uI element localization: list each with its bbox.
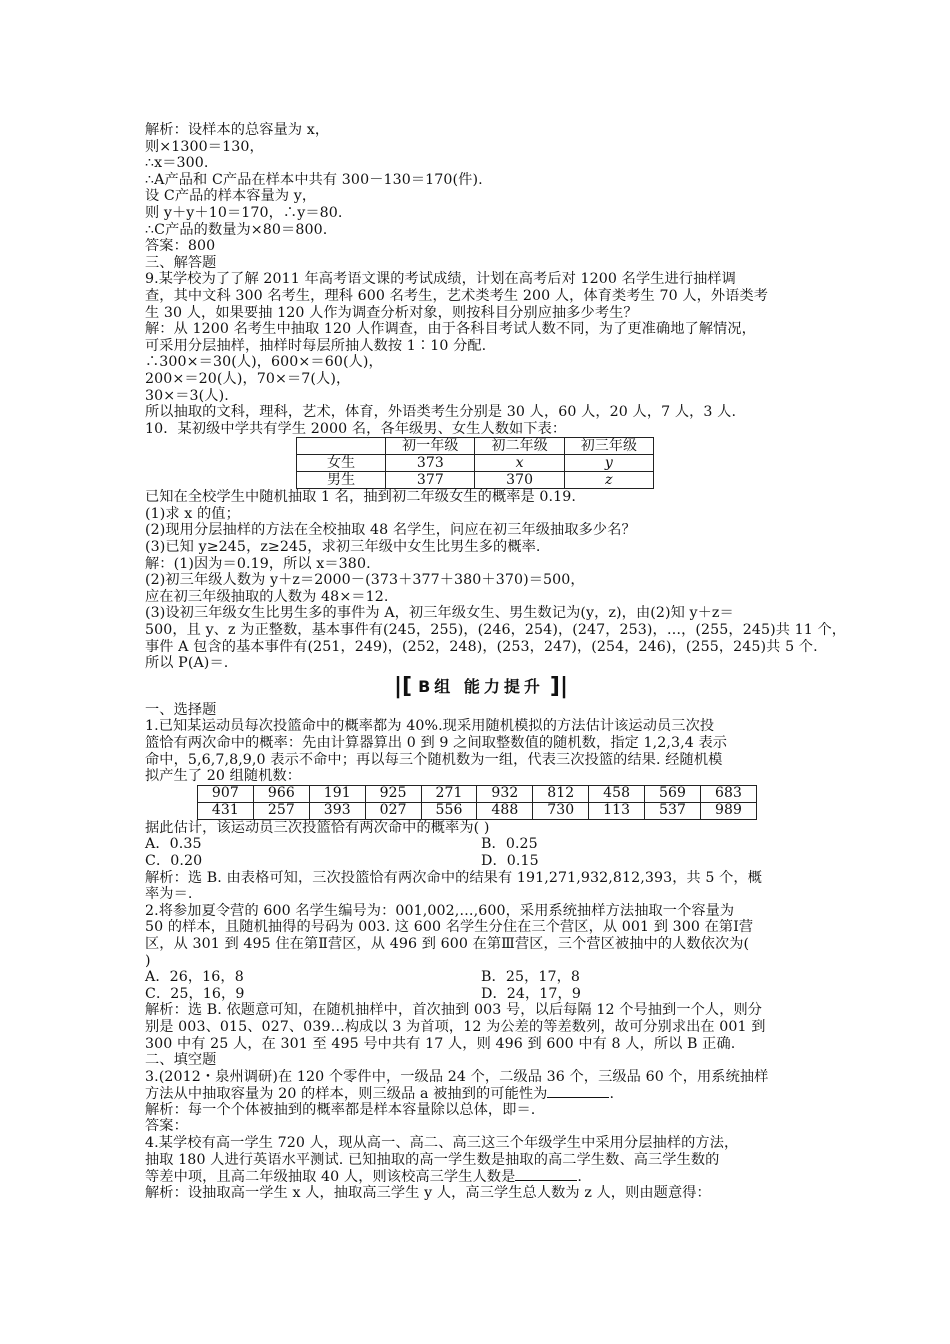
text-line: 4.某学校有高一学生 720 人，现从高一、高二、高三这三个年级学生中采用分层抽样的方法， [145,1135,739,1152]
section-b-title [145,672,817,702]
text-line: 300 中有 25 人，在 301 至 495 号中共有 17 人，则 496 到 600 中有 8 人，所以 B 正确. [145,1035,736,1052]
q2-options-row [145,969,817,986]
text-line: 应在初三年级抽取的人数为 48×＝12. [145,588,389,605]
right-bracket-icon: ]| [549,673,568,699]
text-line: 拟产生了 20 组随机数： [145,768,302,785]
text-line: 则×1300＝130， [145,138,264,155]
text-line: ∴x＝300. [145,155,209,172]
question-4 [145,1135,817,1201]
q1-option-c: C．0.20 [145,852,203,869]
table-cell: 初一年级 [386,438,475,455]
text-line: 3.(2012・泉州调研)在 120 个零件中，一级品 24 个，二级品 36 个，三级品 60 个，用系统抽样 [145,1068,769,1085]
table-cell: 537 [645,802,701,819]
text-line: ) [145,952,151,969]
text-line: 解析：设抽取高一学生 x 人，抽取高三学生 y 人，高三学生总人数为 z 人，则由题意得： [145,1184,711,1201]
text-line: 区，从 301 到 495 住在第Ⅱ营区，从 496 到 600 在第Ⅲ营区，三个营区被抽中的人数依次为( [145,935,750,952]
table-cell: y [564,455,653,472]
table-cell: 932 [477,785,533,802]
table-cell [297,438,386,455]
text-line: (1)求 x 的值； [145,505,240,522]
grade-gender-table [296,437,654,489]
table-cell: 113 [589,802,645,819]
table-cell: 377 [386,472,475,489]
q2-options-row [145,986,817,1003]
text-line: (3)设初三年级女生比男生多的事件为 A，初三年级女生、男生数记为(y，z)，由(2)知 y＋z＝ [145,605,734,622]
text-line: 答案：800 [145,238,216,255]
text-line: 解：从 1200 名考生中抽取 120 人作调查，由于各科目考试人数不同，为了更准确地了解情况， [145,321,756,338]
text-line: 500，且 y、z 为正整数，基本事件有(245，255)，(246，254)，(247，253)，…，(255，245)共 11 个， [145,622,847,639]
table-cell: 257 [253,802,309,819]
table-cell: z [564,472,653,489]
table-cell: 男生 [297,472,386,489]
text-line: 所以 P(A)＝. [145,655,229,672]
table-cell: 966 [253,785,309,802]
table-cell: 271 [421,785,477,802]
text-line: 1.已知某运动员每次投篮命中的概率都为 40%.现采用随机模拟的方法估计该运动员三次投 [145,718,715,735]
answer-blank [515,1168,577,1181]
text-line: ∴A产品和 C产品在样本中共有 300－130＝170(件). [145,171,483,188]
q1-option-d: D．0.15 [481,852,539,869]
table-cell: 初三年级 [564,438,653,455]
question-3 [145,1069,817,1135]
text-line: (2)初三年级人数为 y＋z＝2000－(373＋377＋380＋370)＝500， [145,572,585,589]
text-line: 解析：选 B. 由表格可知，三次投篮恰有两次命中的结果有 191,271,932,812,393，共 5 个，概 [145,869,762,886]
section-b-title-text: B组 能力提升 [418,676,544,696]
q2-option-a: A．26，16，8 [145,969,244,986]
answer-blank [547,1085,609,1098]
table-cell: 458 [589,785,645,802]
table-cell: x [475,455,564,472]
table-cell: 488 [477,802,533,819]
table-cell: 812 [533,785,589,802]
q3-period: . [609,1086,615,1103]
table-row [297,455,654,472]
q2-option-b: B．25，17，8 [481,969,581,986]
table-row [198,785,757,802]
table-row [297,472,654,489]
q1-option-a: A．0.35 [145,836,202,853]
q1-options-row [145,836,817,853]
text-line: 解析：每一个个体被抽到的概率都是样本容量除以总体，即＝. [145,1101,536,1118]
text-line: ∴300×＝30(人)，600×＝60(人)， [145,354,383,371]
text-line: 50 的样本，且随机抽得的号码为 003. 这 600 名学生分住在三个营区，从 001 到 300 在第Ⅰ营 [145,919,754,936]
text-line: 200×＝20(人)，70×＝7(人)， [145,370,351,387]
text-line: 事件 A 包含的基本事件有(251，249)，(252，248)，(253，247)，(254，246)，(255，245)共 5 个. [145,638,818,655]
text-line [145,1168,817,1185]
text-line: 可采用分层抽样，抽样时每层所抽人数按 1∶10 分配. [145,337,487,354]
text-line: 率为＝. [145,886,193,903]
table-cell: 683 [701,785,757,802]
part-e-lines [145,1002,817,1068]
text-line: 2.将参加夏令营的 600 名学生编号为：001,002,…,600，采用系统抽样方法抽取一个容量为 [145,902,735,919]
table-cell: 989 [701,802,757,819]
text-line: 别是 003、015、027、039…构成以 3 为首项，12 为公差的等差数列，故可分别求出在 001 到 [145,1018,766,1035]
q3-prompt: 方法从中抽取容量为 20 的样本，则三级品 a 被抽到的可能性为 [145,1086,548,1103]
q4-prompt: 等差中项，且高二年级抽取 40 人，则该校高三学生人数是 [145,1169,516,1186]
table-cell: 393 [309,802,365,819]
part-d-lines [145,870,817,970]
text-line: 查，其中文科 300 名考生，理科 600 名考生，艺术类考生 200 人，体育类考生 70 人，外语类考 [145,287,769,304]
q4-period: . [577,1169,582,1186]
q1-option-b: B．0.25 [481,836,538,853]
table-cell: 女生 [297,455,386,472]
text-line: 答案： [145,1118,188,1135]
table-cell: 925 [365,785,421,802]
section-heading: 三、解答题 [145,254,217,271]
text-line: (2)现用分层抽样的方法在全校抽取 48 名学生，问应在初三年级抽取多少名？ [145,522,636,539]
random-number-table [197,785,757,820]
text-line: 抽取 180 人进行英语水平测试. 已知抽取的高一学生数是抽取的高二学生数、高三学生数的 [145,1151,720,1168]
table-row [297,438,654,455]
table-cell: 373 [386,455,475,472]
table-cell: 初二年级 [475,438,564,455]
part-b-lines [145,489,847,672]
table-cell: 569 [645,785,701,802]
table-cell: 191 [309,785,365,802]
section-heading: 二、填空题 [145,1052,217,1069]
part-a-lines [145,122,817,437]
text-line: 解析：设样本的总容量为 x， [145,122,330,138]
text-line [145,1085,817,1102]
text-line: 解析：选 B. 依题意可知，在随机抽样中，首次抽到 003 号，以后每隔 12 个号抽到一个人，则分 [145,1002,763,1019]
q2-option-d: D．24，17，9 [481,985,581,1002]
text-line: 10．某初级中学共有学生 2000 名，各年级男、女生人数如下表： [145,420,567,437]
q2-option-c: C．25，16，9 [145,985,245,1002]
q1-options-row [145,853,817,870]
table-cell: 730 [533,802,589,819]
part-c-lines [145,702,817,785]
section-heading: 一、选择题 [145,701,217,718]
text-line: 已知在全校学生中随机抽取 1 名，抽到初二年级女生的概率是 0.19. [145,489,577,506]
text-line: 生 30 人，如果要抽 120 人作为调查分析对象，则按科目分别应抽多少考生？ [145,304,638,321]
q1-stem: 据此估计，该运动员三次投篮恰有两次命中的概率为( ) [145,819,490,836]
left-bracket-icon: |[ [394,673,413,699]
text-line: 30×＝3(人). [145,387,229,404]
text-line: ∴C产品的数量为×80＝800. [145,221,328,238]
text-line: 则 y＋y＋10＝170，∴y＝80. [145,204,343,221]
table-cell: 027 [365,802,421,819]
text-line: 命中，5,6,7,8,9,0 表示不命中；再以每三个随机数为一组，代表三次投篮的结果. 经随机模 [145,751,723,768]
text-line: 解：(1)因为＝0.19，所以 x＝380. [145,555,371,572]
text-line: (3)已知 y≥245，z≥245，求初三年级中女生比男生多的概率. [145,539,541,556]
text-line: 9.某学校为了了解 2011 年高考语文课的考试成绩，计划在高考后对 1200 名学生进行抽样调 [145,271,736,288]
document-page [145,122,847,1201]
table-row [198,802,757,819]
table-cell: 907 [198,785,254,802]
text-line: 所以抽取的文科，理科，艺术，体育，外语类考生分别是 30 人，60 人，20 人，7 人，3 人. [145,404,737,421]
text-line: 设 C产品的样本容量为 y， [145,188,317,205]
table-cell: 431 [198,802,254,819]
text-line: 篮恰有两次命中的概率：先由计算器算出 0 到 9 之间取整数值的随机数，指定 1,2,3,4 表示 [145,735,728,751]
table-cell: 370 [475,472,564,489]
table-cell: 556 [421,802,477,819]
